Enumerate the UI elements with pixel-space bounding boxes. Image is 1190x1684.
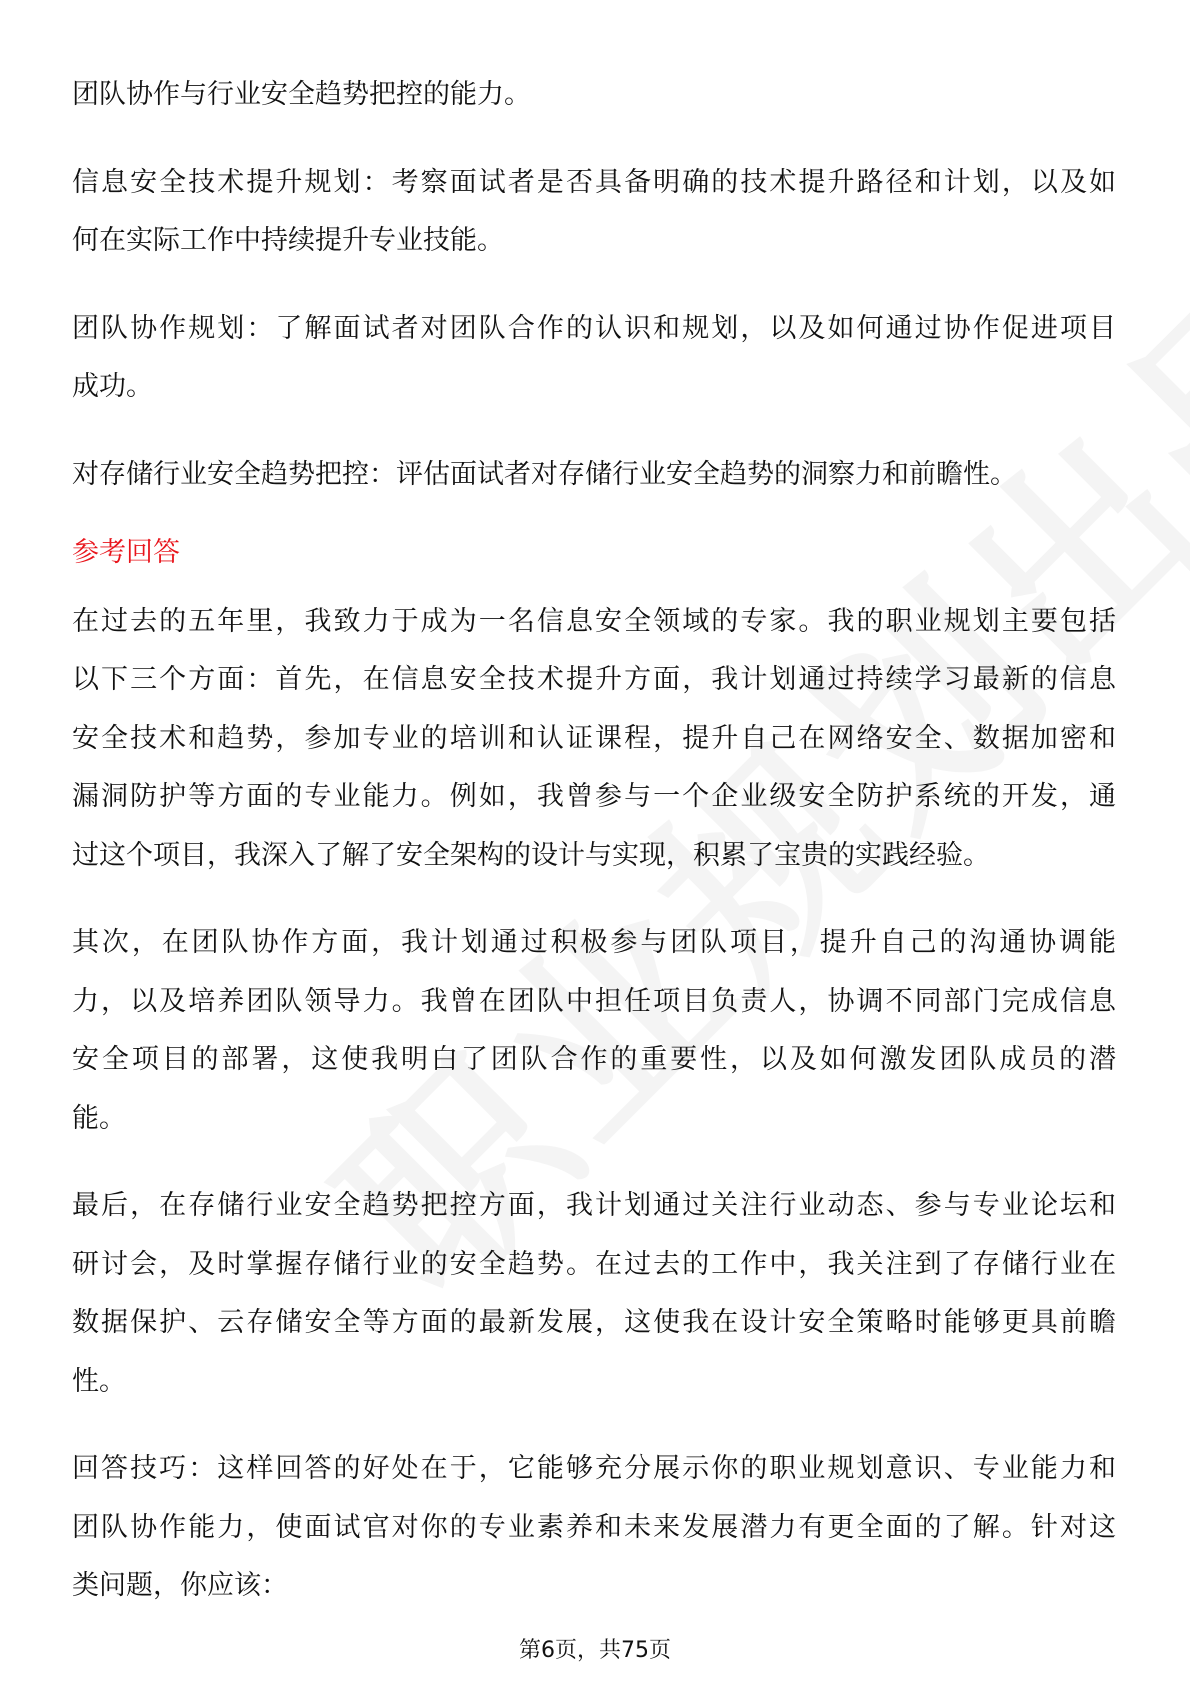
- text-line: 回答技巧：这样回答的好处在于，它能够充分展示你的职业规划意识、专业能力和: [72, 1453, 1116, 1484]
- text-line: 团队协作与行业安全趋势把控的能力。: [72, 79, 531, 110]
- criteria-section: [72, 66, 1116, 504]
- text-line: 最后，在存储行业安全趋势把控方面，我计划通过关注行业动态、参与专业论坛和: [72, 1190, 1116, 1221]
- text-line: 安全项目的部署，这使我明白了团队合作的重要性，以及如何激发团队成员的潜: [72, 1044, 1116, 1075]
- paragraph: [72, 154, 1116, 271]
- text-line: 过这个项目，我深入了解了安全架构的设计与实现，积累了宝贵的实践经验。: [72, 839, 990, 871]
- text-line: 数据保护、云存储安全等方面的最新发展，这使我在设计安全策略时能够更具前瞻: [72, 1307, 1116, 1338]
- text-line: 在过去的五年里，我致力于成为一名信息安全领域的专家。我的职业规划主要包括: [72, 605, 1116, 637]
- text-line: 力，以及培养团队领导力。我曾在团队中担任项目负责人，协调不同部门完成信息: [72, 985, 1116, 1017]
- paragraph: [72, 593, 1116, 886]
- text-line: 信息安全技术提升规划：考察面试者是否具备明确的技术提升路径和计划，以及如: [72, 166, 1116, 198]
- text-line: 团队协作能力，使面试官对你的专业素养和未来发展潜力有更全面的了解。针对这: [72, 1511, 1116, 1543]
- reference-answer-section: [72, 593, 1116, 1616]
- paragraph: [72, 914, 1116, 1148]
- text-line: 安全技术和趋势，参加专业的培训和认证课程，提升自己在网络安全、数据加密和: [72, 722, 1116, 754]
- document-body: [72, 66, 1116, 1645]
- paragraph: [72, 446, 1116, 505]
- paragraph: [72, 66, 1116, 125]
- text-line: 研讨会，及时掌握存储行业的安全趋势。在过去的工作中，我关注到了存储行业在: [72, 1248, 1116, 1280]
- text-line: 成功。: [72, 371, 153, 402]
- text-line: 团队协作规划：了解面试者对团队合作的认识和规划，以及如何通过协作促进项目: [72, 312, 1116, 344]
- text-line: 以下三个方面：首先，在信息安全技术提升方面，我计划通过持续学习最新的信息: [72, 664, 1116, 695]
- section-heading-reference-answer: 参考回答: [72, 537, 180, 568]
- paragraph: [72, 300, 1116, 417]
- text-line: 何在实际工作中持续提升专业技能。: [72, 225, 504, 256]
- text-line: 对存储行业安全趋势把控：评估面试者对存储行业安全趋势的洞察力和前瞻性。: [72, 458, 1017, 490]
- paragraph: [72, 1440, 1116, 1616]
- text-line: 性。: [72, 1365, 126, 1397]
- paragraph: [72, 1177, 1116, 1411]
- text-line: 类问题，你应该：: [72, 1570, 288, 1601]
- text-line: 其次，在团队协作方面，我计划通过积极参与团队项目，提升自己的沟通协调能: [72, 927, 1116, 958]
- text-line: 能。: [72, 1102, 126, 1134]
- page-number: 第6页，共75页: [519, 1638, 671, 1663]
- text-line: 漏洞防护等方面的专业能力。例如，我曾参与一个企业级安全防护系统的开发，通: [72, 781, 1116, 812]
